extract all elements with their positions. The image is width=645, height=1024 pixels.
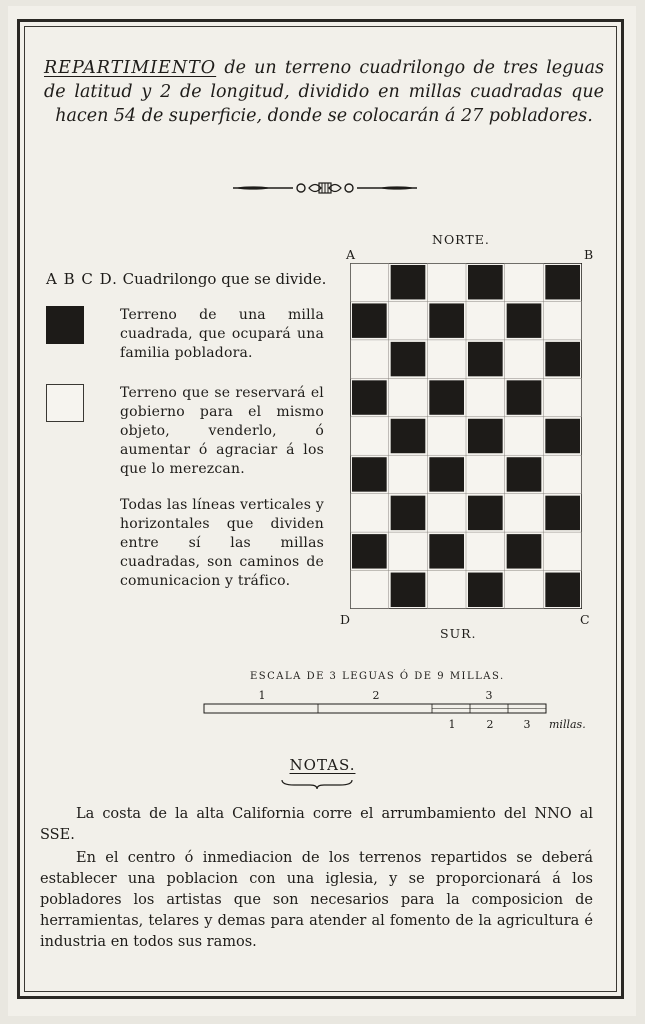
board-cell-family <box>391 496 426 530</box>
ornament-divider-icon <box>231 180 419 196</box>
notes-heading-text: NOTAS. <box>289 756 356 774</box>
legend-dark-swatch <box>46 306 84 344</box>
board-cell-family <box>352 380 387 414</box>
mile-label: 1 <box>448 718 456 731</box>
scale-title: ESCALA DE 3 LEGUAS Ó DE 9 MILLAS. <box>250 671 505 682</box>
board-cell-family <box>352 534 387 568</box>
corner-a-label: A <box>346 247 356 262</box>
legend-dark-text: Terreno de una milla cuadrada, que ocupará una familia pobladora. <box>120 307 324 361</box>
board-cell-family <box>468 573 503 607</box>
board-cell-family <box>507 534 542 568</box>
board-cell-family <box>429 380 464 414</box>
board-cell-family <box>468 419 503 453</box>
legend-heading <box>46 270 326 288</box>
legend-abcd-label: A B C D. <box>46 270 118 288</box>
checkerboard-map <box>350 263 582 609</box>
title-rest: de un terreno cuadrilongo de tres leguas de latitud y 2 de longitud, dividido en millas cuadradas que hacen 54 de superficie, donde se colocarán á 27 pobladores. <box>44 58 604 126</box>
board-cell-family <box>391 342 426 376</box>
compass-south-label: SUR. <box>440 626 477 641</box>
board-cell-family <box>391 265 426 299</box>
board-cell-family <box>545 419 580 453</box>
mile-label: 3 <box>523 718 531 731</box>
notes-heading <box>0 756 645 774</box>
board-cell-family <box>507 303 542 337</box>
mile-label: 2 <box>486 718 494 731</box>
board-cell-family <box>429 303 464 337</box>
corner-d-label: D <box>340 612 351 627</box>
compass-north-label: NORTE. <box>432 232 490 247</box>
corner-c-label: C <box>580 612 590 627</box>
board-cell-family <box>429 534 464 568</box>
document-title <box>44 56 604 128</box>
legend-light-text: Terreno que se reservará el gobierno para el mismo objeto, venderlo, ó aumentar ó agraciar á los que lo merezcan. <box>120 385 324 477</box>
title-lead: REPARTIMIENTO <box>44 58 217 78</box>
legend-light-swatch <box>46 384 84 422</box>
legend-abcd-text: Cuadrilongo que se divide. <box>117 270 327 288</box>
board-cell-family <box>468 342 503 376</box>
note-paragraph-2: En el centro ó inmediacion de los terrenos repartidos se deberá establecer una poblacion con una iglesia, y se proporcionará á los pobladores los artistas que son necesarios para la composicion de herramientas, telares y demas para atender al fomento de la agricultura é industria en todos sus ramos. <box>40 850 593 950</box>
league-label: 1 <box>258 689 266 702</box>
board-cell-family <box>507 457 542 491</box>
miles-word: millas. <box>549 718 586 731</box>
board-cell-family <box>545 573 580 607</box>
board-cell-family <box>468 265 503 299</box>
note-paragraph-1: La costa de la alta California corre el arrumbamiento del NNO al SSE. <box>40 806 593 843</box>
legend-roads-text: Todas las líneas verticales y horizontales que dividen entre sí las millas cuadradas, son caminos de comunicacion y tráfico. <box>120 497 324 589</box>
corner-b-label: B <box>584 247 594 262</box>
board-cell-family <box>545 265 580 299</box>
league-label: 3 <box>485 689 493 702</box>
board-cell-family <box>545 496 580 530</box>
brace-ornament-icon <box>280 778 354 790</box>
league-label: 2 <box>372 689 380 702</box>
scale-bar <box>200 686 600 734</box>
board-cell-family <box>352 303 387 337</box>
board-cell-family <box>391 419 426 453</box>
board-cell-family <box>391 573 426 607</box>
board-cell-family <box>507 380 542 414</box>
board-cell-family <box>429 457 464 491</box>
board-cell-family <box>545 342 580 376</box>
board-cell-family <box>352 457 387 491</box>
board-cell-family <box>468 496 503 530</box>
